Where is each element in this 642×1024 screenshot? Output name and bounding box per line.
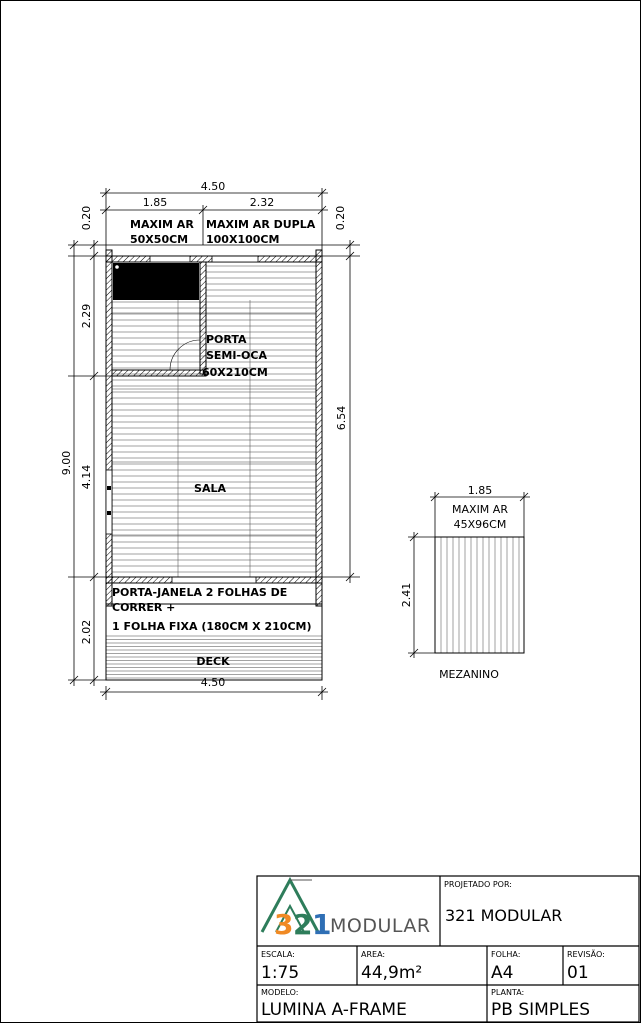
bathroom-fixture [113, 263, 199, 300]
floor-planks [112, 266, 316, 577]
mezanino-outline [435, 537, 524, 653]
mezanino-width: 1.85 [467, 484, 493, 497]
sliding-door-line3: 1 FOLHA FIXA (180CM X 210CM) [112, 620, 312, 633]
dim-height-deck: 2.02 [80, 619, 93, 645]
dim-height-bath: 2.29 [80, 303, 93, 329]
window-small-line1: MAXIM AR [130, 218, 194, 231]
dim-height-total: 9.00 [60, 450, 73, 476]
post-1 [107, 486, 111, 490]
room-sala: SALA [194, 482, 226, 495]
dim-width-left: 1.85 [142, 196, 168, 209]
mezanino-label: MEZANINO [439, 668, 499, 681]
logo-modular: MODULAR [330, 915, 431, 937]
projetado-value: 321 MODULAR [445, 906, 563, 925]
dim-width-right: 2.32 [249, 196, 275, 209]
mezanino-window-line2: 45X96CM [453, 518, 507, 531]
area-value: 44,9m² [361, 963, 423, 983]
mezanino-dimensions [408, 492, 530, 658]
logo-3: 3 [274, 908, 294, 941]
sliding-door-line1: PORTA-JANELA 2 FOLHAS DE [112, 586, 288, 599]
mezanino-window-line1: MAXIM AR [452, 503, 508, 516]
logo-2: 2 [293, 908, 313, 941]
logo [262, 880, 431, 941]
sliding-door-line2: CORRER + [112, 601, 176, 614]
folha-label: FOLHA: [491, 950, 521, 959]
dim-width-total: 4.50 [200, 180, 226, 193]
window-double-line2: 100X100CM [206, 233, 280, 246]
dim-wall-left: 0.20 [80, 205, 93, 231]
deck-outline [106, 604, 322, 680]
planta-value: PB SIMPLES [491, 1000, 591, 1020]
fixture-dot [115, 265, 119, 269]
mezanino-planks [441, 537, 519, 653]
logo-1: 1 [312, 908, 332, 941]
room-deck: DECK [196, 655, 230, 668]
revisao-value: 01 [567, 963, 589, 983]
door-label-line1: PORTA [206, 333, 247, 346]
door-label-line2: SEMI-OCA [206, 349, 267, 362]
window-small-line2: 50X50CM [130, 233, 189, 246]
dim-height-right: 6.54 [335, 405, 348, 431]
planta-label: PLANTA: [491, 988, 525, 997]
folha-value: A4 [491, 963, 514, 983]
dim-width-bottom: 4.50 [200, 676, 226, 689]
mezanino-height: 2.41 [400, 582, 413, 608]
escala-label: ESCALA: [261, 950, 295, 959]
post-2 [107, 511, 111, 515]
escala-value: 1:75 [261, 963, 300, 983]
projetado-label: PROJETADO POR: [444, 880, 512, 889]
dim-height-sala: 4.14 [80, 464, 93, 490]
modelo-label: MODELO: [261, 988, 299, 997]
openings [106, 256, 258, 583]
window-double-line1: MAXIM AR DUPLA [206, 218, 316, 231]
door-label-line3: 60X210CM [202, 366, 268, 379]
door-swing [170, 340, 200, 370]
revisao-label: REVISÃO: [567, 950, 605, 959]
dim-wall-right: 0.20 [334, 205, 347, 231]
modelo-value: LUMINA A-FRAME [261, 1000, 407, 1020]
area-label: AREA: [361, 950, 386, 959]
